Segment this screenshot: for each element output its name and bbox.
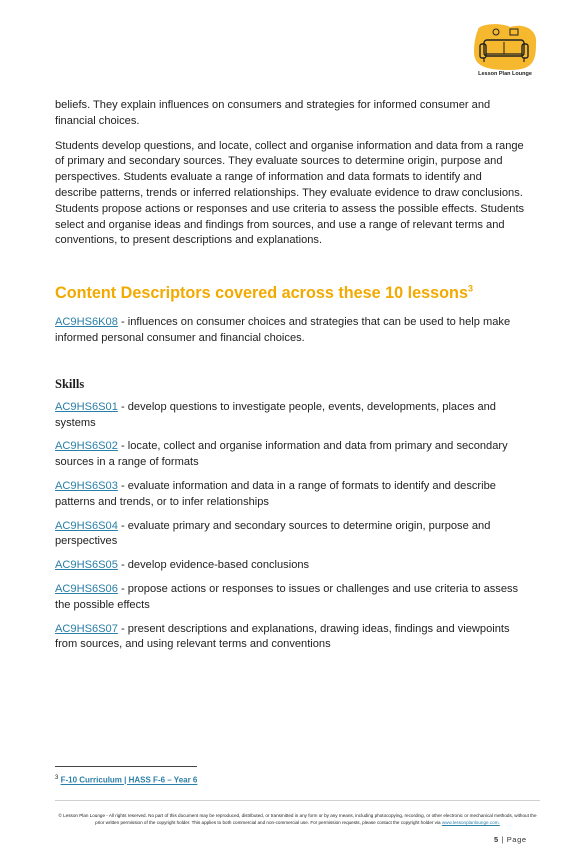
page-number-value: 5 (494, 835, 499, 844)
logo-text: Lesson Plan Lounge (478, 71, 532, 77)
descriptor-code-link[interactable]: AC9HS6S03 (55, 479, 118, 492)
descriptor-text: - develop evidence-based conclusions (117, 559, 310, 572)
descriptor-text: - evaluate information and data in a range of formats to identify and describe patterns and trends, or to infer relationships (55, 479, 496, 508)
footnote-number: 3 (55, 775, 59, 781)
skill-descriptor (55, 519, 525, 551)
footnote-ref[interactable]: 3 (467, 283, 473, 294)
page-label: Page (506, 835, 527, 844)
section-heading (55, 283, 525, 303)
descriptor-code-link[interactable]: AC9HS6S06 (55, 582, 118, 595)
descriptor-text: - evaluate primary and secondary sources to determine origin, purpose and perspectives (55, 519, 491, 548)
footnote (55, 775, 197, 785)
descriptor-code-link[interactable]: AC9HS6S04 (55, 519, 118, 532)
page-separator: | (498, 835, 507, 844)
skill-descriptor (55, 439, 525, 471)
descriptor-text: - present descriptions and explanations, drawing ideas, findings and viewpoints from sources, and using relevant terms and conventions (55, 622, 510, 651)
descriptor-code-link[interactable]: AC9HS6S01 (55, 400, 118, 413)
skill-descriptor (55, 400, 525, 432)
descriptor-code-link[interactable]: AC9HS6S05 (55, 559, 118, 572)
skill-descriptor (55, 582, 525, 614)
footnote-divider (55, 766, 197, 767)
knowledge-descriptor (55, 315, 525, 347)
main-content (55, 98, 525, 661)
skills-heading: Skills (55, 376, 85, 391)
descriptor-text: - influences on consumer choices and strategies that can be used to help make informed personal consumer and financial choices. (55, 316, 511, 344)
footer-divider (55, 800, 540, 801)
descriptor-text: - propose actions or responses to issues or challenges and use criteria to assess the possible effects (55, 582, 519, 611)
paragraph: beliefs. They explain influences on consumers and strategies for informed consumer and financial choices. (55, 99, 491, 127)
skill-descriptor (55, 622, 525, 654)
descriptor-text: - locate, collect and organise information and data from primary and secondary sources in a range of formats (55, 440, 508, 469)
skill-descriptor (55, 558, 525, 574)
skill-descriptor (55, 479, 525, 511)
descriptor-code-link[interactable]: AC9HS6K08 (55, 316, 118, 329)
descriptor-code-link[interactable]: AC9HS6S02 (55, 440, 118, 453)
descriptor-code-link[interactable]: AC9HS6S07 (55, 622, 118, 635)
website-link[interactable]: www.lessonplanlounge.com. (441, 819, 500, 825)
paragraph: Students develop questions, and locate, collect and organise information and data from a range of primary and secondary sources. They evaluate sources to determine origin, purpose and perspectives. Students evaluate a range of information and data formats to identify and describe patterns, trends or inferred relationships. They evaluate evidence to draw conclusions. Students propose actions or responses and use criteria to assess the possible effects. Students select and organise ideas and findings from sources, and use a range of relevant terms and conventions, to present descriptions and explanations. (55, 139, 525, 247)
copyright-text: © Lesson Plan Lounge - All rights reserved. No part of this document may be reproduced, distributed, or transmitted in any form or by any means, including photocopying, recording, or other electronic or mechanical methods, without the prior written permission of the copyright holder. This applies to both commercial and non-commercial use. For permission requests, please contact the copyright holder via (58, 813, 537, 825)
sofa-logo-icon (470, 24, 540, 74)
descriptor-text: - develop questions to investigate people, events, developments, places and systems (55, 400, 496, 429)
footnote-link[interactable]: F-10 Curriculum | HASS F-6 – Year 6 (60, 775, 198, 785)
page-number (494, 835, 527, 844)
heading-text: Content Descriptors covered across these 10 lessons (55, 284, 468, 303)
copyright-notice (55, 813, 540, 826)
